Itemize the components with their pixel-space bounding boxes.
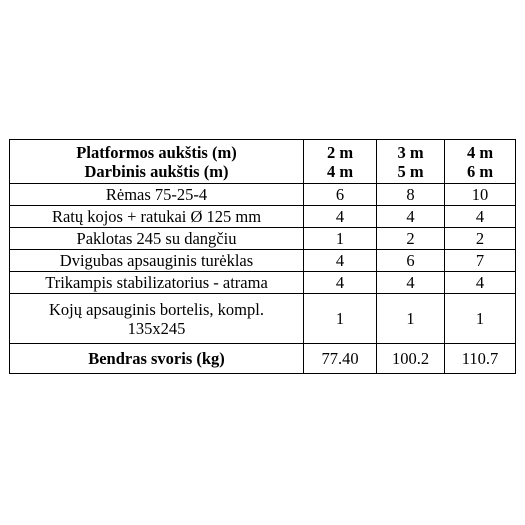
total-weight-value: 110.7 [445, 344, 516, 374]
platform-height-value: 2 m [326, 142, 354, 162]
row-value: 2 [445, 228, 516, 250]
row-label: Trikampis stabilizatorius - atrama [10, 272, 304, 294]
row-value: 10 [445, 184, 516, 206]
row-value: 1 [304, 294, 377, 344]
table-row [10, 294, 516, 344]
header-column-1 [304, 140, 377, 184]
platform-height-value: 4 m [466, 142, 494, 162]
row-value: 6 [377, 250, 445, 272]
row-value: 2 [377, 228, 445, 250]
total-weight-label: Bendras svoris (kg) [10, 344, 304, 374]
row-value: 1 [377, 294, 445, 344]
row-label-line: 135x245 [127, 318, 186, 338]
row-label [10, 294, 304, 344]
header-column-2 [377, 140, 445, 184]
total-weight-value: 77.40 [304, 344, 377, 374]
specification-table [9, 139, 516, 374]
table-row [10, 250, 516, 272]
row-label: Rėmas 75-25-4 [10, 184, 304, 206]
row-value: 7 [445, 250, 516, 272]
table-row [10, 206, 516, 228]
row-value: 4 [445, 272, 516, 294]
working-height-value: 5 m [397, 161, 424, 181]
row-value: 4 [304, 206, 377, 228]
platform-height-value: 3 m [397, 142, 424, 162]
working-height-value: 4 m [326, 161, 354, 181]
row-label: Dvigubas apsauginis turėklas [10, 250, 304, 272]
header-label-cell [10, 140, 304, 184]
row-label: Paklotas 245 su dangčiu [10, 228, 304, 250]
row-value: 4 [304, 250, 377, 272]
platform-height-label: Platformos aukštis (m) [76, 142, 237, 162]
row-value: 4 [445, 206, 516, 228]
table-row [10, 184, 516, 206]
row-value: 4 [377, 272, 445, 294]
row-value: 6 [304, 184, 377, 206]
row-value: 8 [377, 184, 445, 206]
table-row [10, 272, 516, 294]
working-height-label: Darbinis aukštis (m) [84, 161, 229, 181]
total-weight-row [10, 344, 516, 374]
header-column-3 [445, 140, 516, 184]
row-value: 1 [445, 294, 516, 344]
row-value: 1 [304, 228, 377, 250]
table-header-row [10, 140, 516, 184]
row-value: 4 [304, 272, 377, 294]
total-weight-value: 100.2 [377, 344, 445, 374]
row-value: 4 [377, 206, 445, 228]
table-row [10, 228, 516, 250]
row-label: Ratų kojos + ratukai Ø 125 mm [10, 206, 304, 228]
row-label-line: Kojų apsauginis bortelis, kompl. [49, 299, 264, 319]
working-height-value: 6 m [466, 161, 494, 181]
